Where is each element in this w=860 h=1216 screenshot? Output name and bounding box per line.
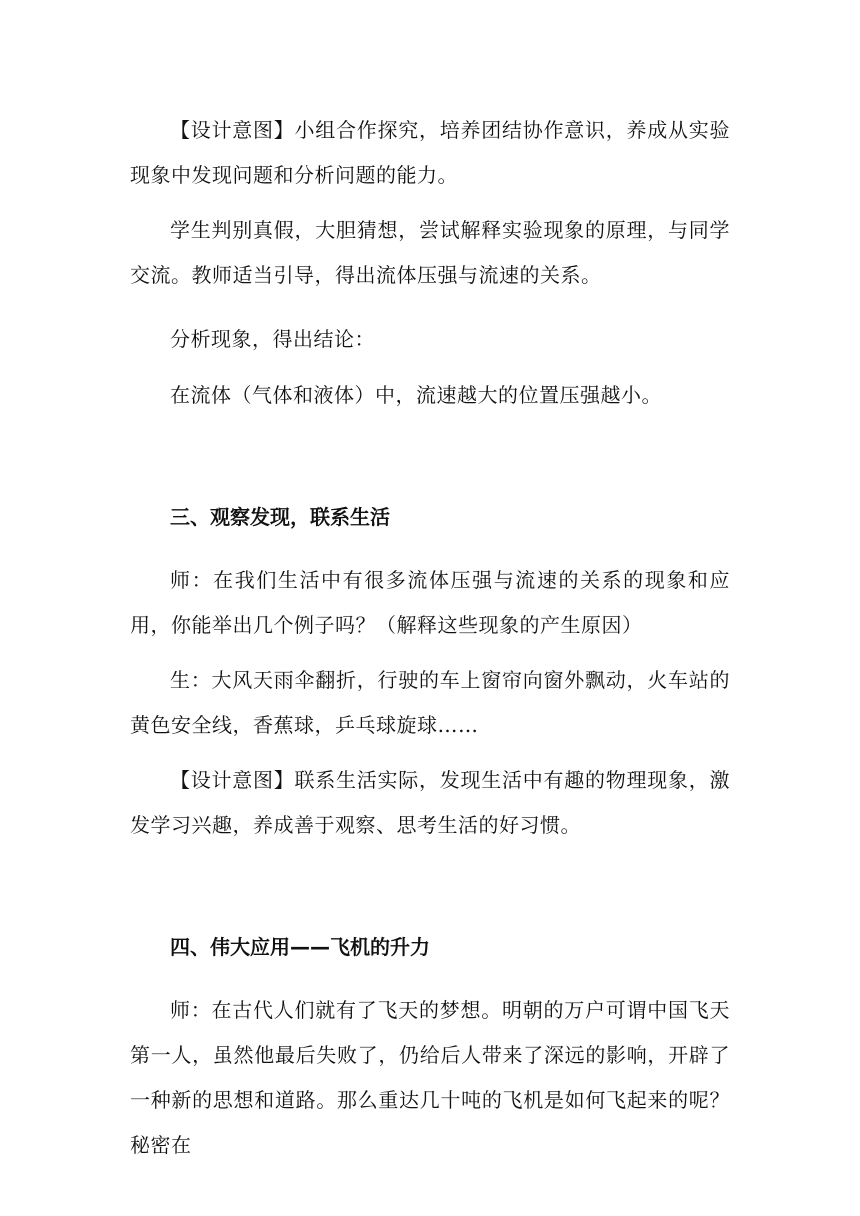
student-answer-paragraph: 生：大风天雨伞翻折，行驶的车上窗帘向窗外飘动，火车站的黄色安全线，香蕉球，乒乓球旋球…… xyxy=(130,668,730,737)
conclusion-paragraph: 在流体（气体和液体）中，流速越大的位置压强越小。 xyxy=(170,383,662,407)
design-intent-paragraph-1: 【设计意图】小组合作探究，培养团结协作意识，养成从实验现象中发现问题和分析问题的能力。 xyxy=(130,118,730,187)
section-heading-3: 三、观察发现，联系生活 xyxy=(170,505,390,529)
teacher-question-paragraph: 师：在我们生活中有很多流体压强与流速的关系的现象和应用，你能举出几个例子吗？（解释这些现象的产生原因） xyxy=(130,568,730,637)
section-heading-4: 四、伟大应用——飞机的升力 xyxy=(170,935,430,959)
analysis-paragraph: 分析现象，得出结论： xyxy=(170,327,375,351)
design-intent-paragraph-2: 【设计意图】联系生活实际，发现生活中有趣的物理现象，激发学习兴趣，养成善于观察、思考生活的好习惯。 xyxy=(130,768,730,837)
teacher-intro-paragraph: 师：在古代人们就有了飞天的梦想。明朝的万户可谓中国飞天第一人，虽然他最后失败了，仍给后人带来了深远的影响，开辟了一种新的思想和道路。那么重达几十吨的飞机是如何飞起来的呢？秘密在 xyxy=(130,998,730,1157)
student-activity-paragraph: 学生判别真假，大胆猜想，尝试解释实验现象的原理，与同学交流。教师适当引导，得出流体压强与流速的关系。 xyxy=(130,218,730,287)
